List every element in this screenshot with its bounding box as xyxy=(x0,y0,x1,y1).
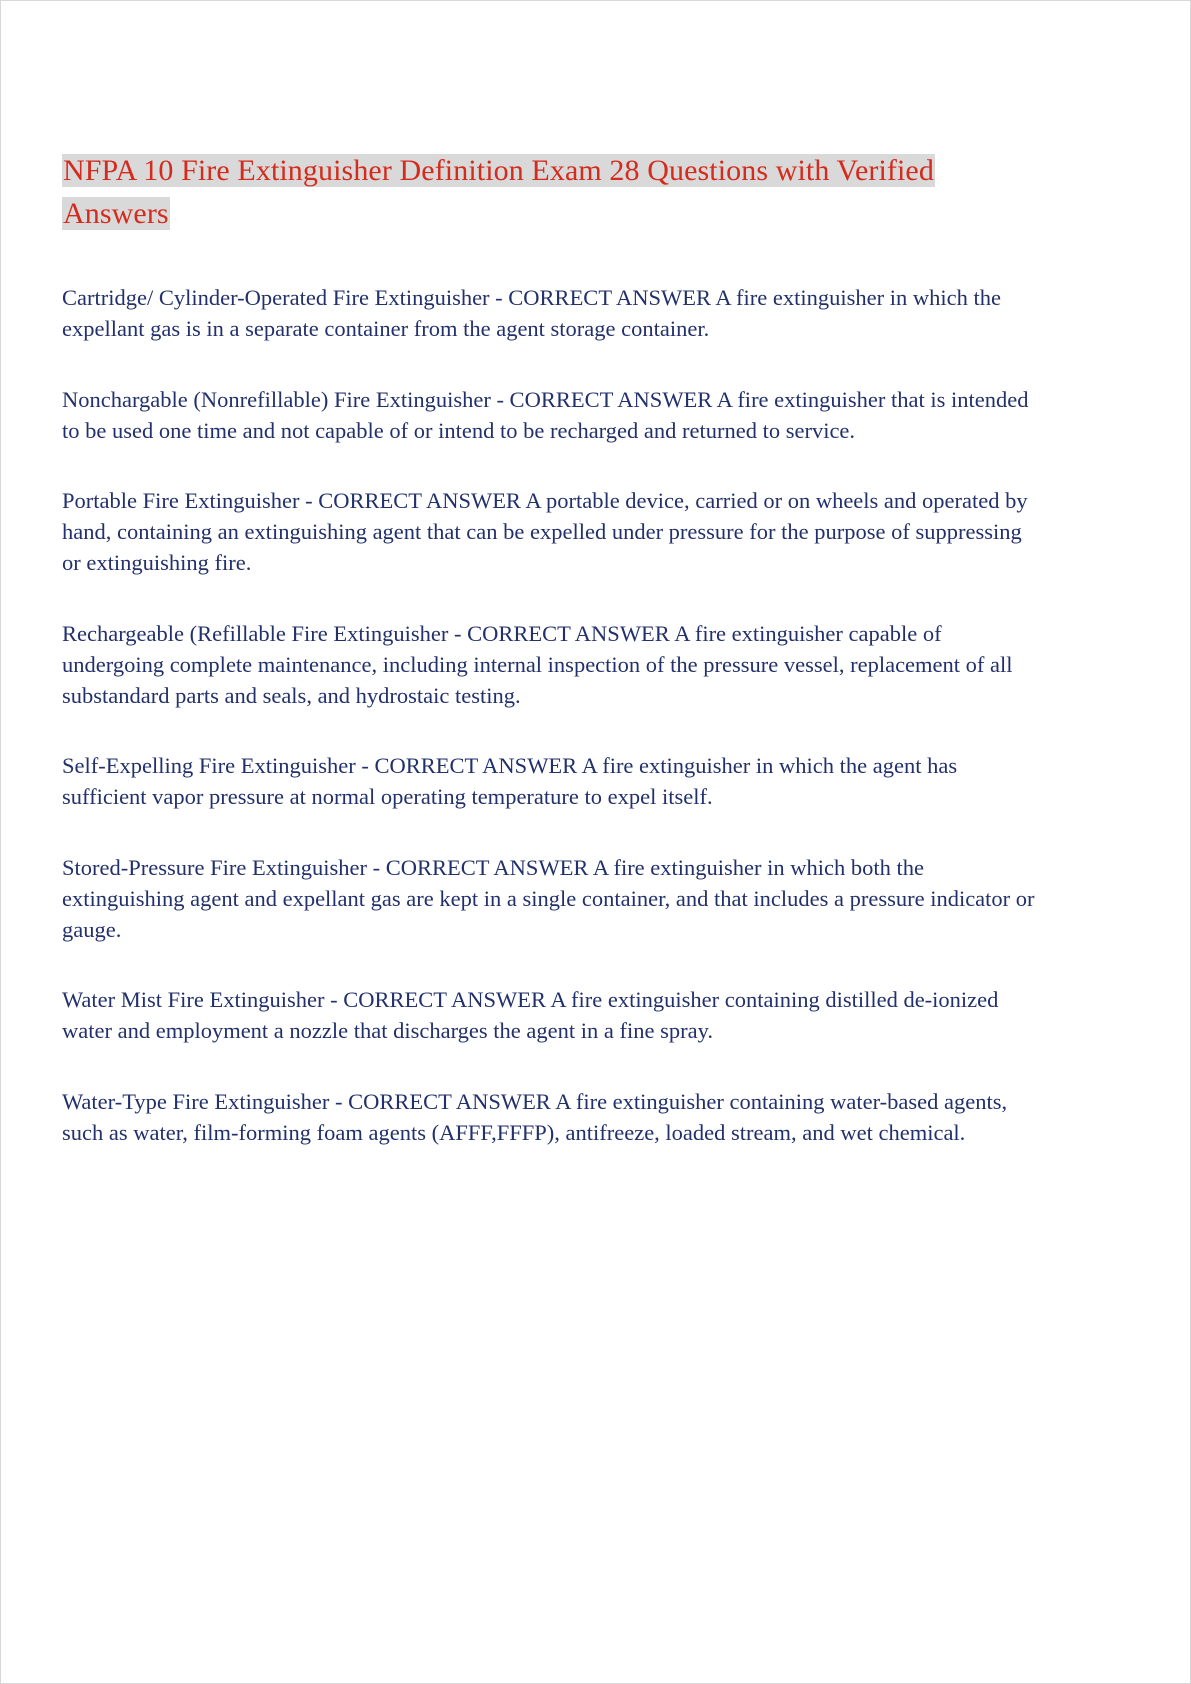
list-item: Water-Type Fire Extinguisher - CORRECT ANSWER A fire extinguisher containing water-based agents, such as water, film-forming foam agents (AFFF,FFFP), antifreeze, loaded stream, and wet chemical. xyxy=(62,1089,1008,1145)
list-item: Self-Expelling Fire Extinguisher - CORRECT ANSWER A fire extinguisher in which the agent has sufficient vapor pressure at normal operating temperature to expel itself. xyxy=(62,753,958,810)
list-item: Cartridge/ Cylinder-Operated Fire Extinguisher - CORRECT ANSWER A fire extinguisher in which the expellant gas is in a separate container from the agent storage container. xyxy=(62,285,1001,341)
list-item: Rechargeable (Refillable Fire Extinguisher - CORRECT ANSWER A fire extinguisher capable of undergoing complete maintenance, including internal inspection of the pressure vessel, replacement of all substandard parts and seals, and hydrostaic testing. xyxy=(62,620,1013,708)
list-item: Portable Fire Extinguisher - CORRECT ANSWER A portable device, carried or on wheels and operated by hand, containing an extinguishing agent that can be expelled under pressure for the purpose of suppressing or extinguishing fire. xyxy=(62,488,1028,576)
page-title xyxy=(62,150,1037,235)
list-item: Water Mist Fire Extinguisher - CORRECT ANSWER A fire extinguisher containing distilled de-ionized water and employment a nozzle that discharges the agent in a fine spray. xyxy=(62,987,999,1044)
list-item: Stored-Pressure Fire Extinguisher - CORRECT ANSWER A fire extinguisher in which both the extinguishing agent and expellant gas are kept in a single container, and that includes a pressure indicator or gauge. xyxy=(62,854,1035,942)
document-content xyxy=(62,150,1037,1149)
page-title-text: NFPA 10 Fire Extinguisher Definition Exam 28 Questions with Verified Answers xyxy=(63,154,934,230)
list-item: Nonchargable (Nonrefillable) Fire Extinguisher - CORRECT ANSWER A fire extinguisher that is intended to be used one time and not capable of or intend to be recharged and returned to service. xyxy=(62,386,1029,443)
definition-list xyxy=(62,283,1037,1148)
